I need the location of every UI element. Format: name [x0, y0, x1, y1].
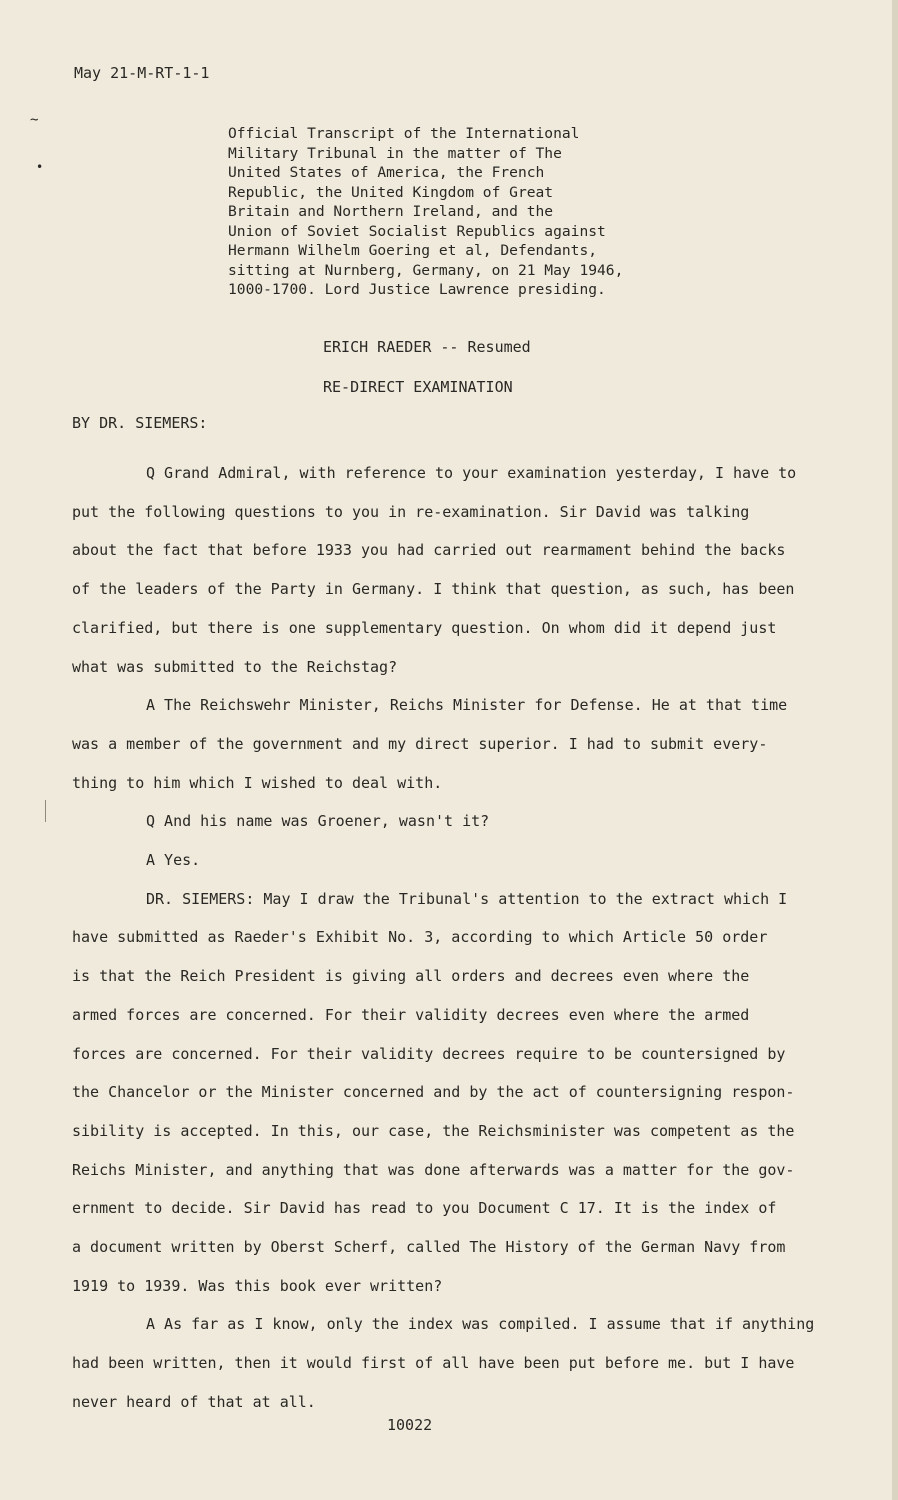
- transcript-line: forces are concerned. For their validity decrees require to be countersigned by: [72, 1044, 786, 1063]
- header-line: sitting at Nurnberg, Germany, on 21 May 1946,: [228, 261, 624, 279]
- transcript-line: armed forces are concerned. For their validity decrees even where the armed: [72, 1005, 750, 1024]
- transcript-line: a document written by Oberst Scherf, called The History of the German Navy from: [72, 1238, 786, 1257]
- document-reference: May 21-M-RT-1-1: [74, 64, 210, 82]
- transcript-line: DR. SIEMERS: May I draw the Tribunal's attention to the extract which I: [146, 889, 788, 908]
- header-line: United States of America, the French: [228, 164, 545, 181]
- margin-tick-mark: ~: [30, 112, 39, 128]
- header-line: Republic, the United Kingdom of Great: [228, 183, 554, 201]
- transcript-line: never heard of that at all.: [72, 1392, 316, 1411]
- transcript-line: A The Reichswehr Minister, Reichs Minister for Defense. He at that time: [146, 696, 788, 715]
- transcript-line: sibility is accepted. In this, our case, the Reichsminister was competent as the: [72, 1121, 795, 1140]
- header-line: Hermann Wilhelm Goering et al, Defendants,: [228, 242, 598, 259]
- transcript-line: thing to him which I wished to deal with.: [72, 773, 443, 792]
- transcript-line: the Chancelor or the Minister concerned and by the act of countersigning respon-: [72, 1083, 795, 1102]
- transcript-line: is that the Reich President is giving all orders and decrees even where the: [72, 967, 750, 986]
- transcript-line: was a member of the government and my direct superior. I had to submit every-: [72, 734, 768, 753]
- transcript-line: what was submitted to the Reichstag?: [72, 657, 398, 676]
- transcript-line: A Yes.: [146, 851, 201, 870]
- examination-heading: RE-DIRECT EXAMINATION: [323, 378, 513, 396]
- transcript-line: clarified, but there is one supplementary question. On whom did it depend just: [72, 618, 777, 637]
- margin-line-mark: [45, 800, 46, 822]
- transcript-line: A As far as I know, only the index was compiled. I assume that if anything: [146, 1315, 815, 1334]
- page-edge: [892, 0, 898, 1500]
- examiner-label: BY DR. SIEMERS:: [72, 414, 208, 432]
- transcript-header: [228, 124, 688, 300]
- transcript-line: 1919 to 1939. Was this book ever written?: [72, 1276, 443, 1295]
- transcript-line: Q Grand Admiral, with reference to your examination yesterday, I have to: [146, 464, 797, 482]
- transcript-line: have submitted as Raeder's Exhibit No. 3, according to which Article 50 order: [72, 928, 768, 947]
- header-line: Union of Soviet Socialist Republics against: [228, 222, 606, 240]
- page-number: 10022: [387, 1416, 433, 1434]
- header-line: Official Transcript of the International: [228, 125, 580, 142]
- transcript-line: of the leaders of the Party in Germany. I think that question, as such, has been: [72, 580, 795, 599]
- header-line: Military Tribunal in the matter of The: [228, 144, 562, 162]
- transcript-line: about the fact that before 1933 you had carried out rearmament behind the backs: [72, 541, 786, 560]
- witness-heading: ERICH RAEDER -- Resumed: [323, 338, 531, 356]
- header-line: 1000-1700. Lord Justice Lawrence presiding.: [228, 281, 606, 298]
- transcript-line: had been written, then it would first of all have been put before me. but I have: [72, 1354, 795, 1373]
- header-line: Britain and Northern Ireland, and the: [228, 203, 554, 220]
- transcript-line: Q And his name was Groener, wasn't it?: [146, 812, 490, 831]
- transcript-line: Reichs Minister, and anything that was done afterwards was a matter for the gov-: [72, 1160, 795, 1179]
- margin-dot-mark: •: [36, 160, 44, 174]
- transcript-body: [72, 454, 842, 1422]
- transcript-line: put the following questions to you in re-examination. Sir David was talking: [72, 502, 750, 521]
- transcript-line: ernment to decide. Sir David has read to you Document C 17. It is the index of: [72, 1199, 777, 1218]
